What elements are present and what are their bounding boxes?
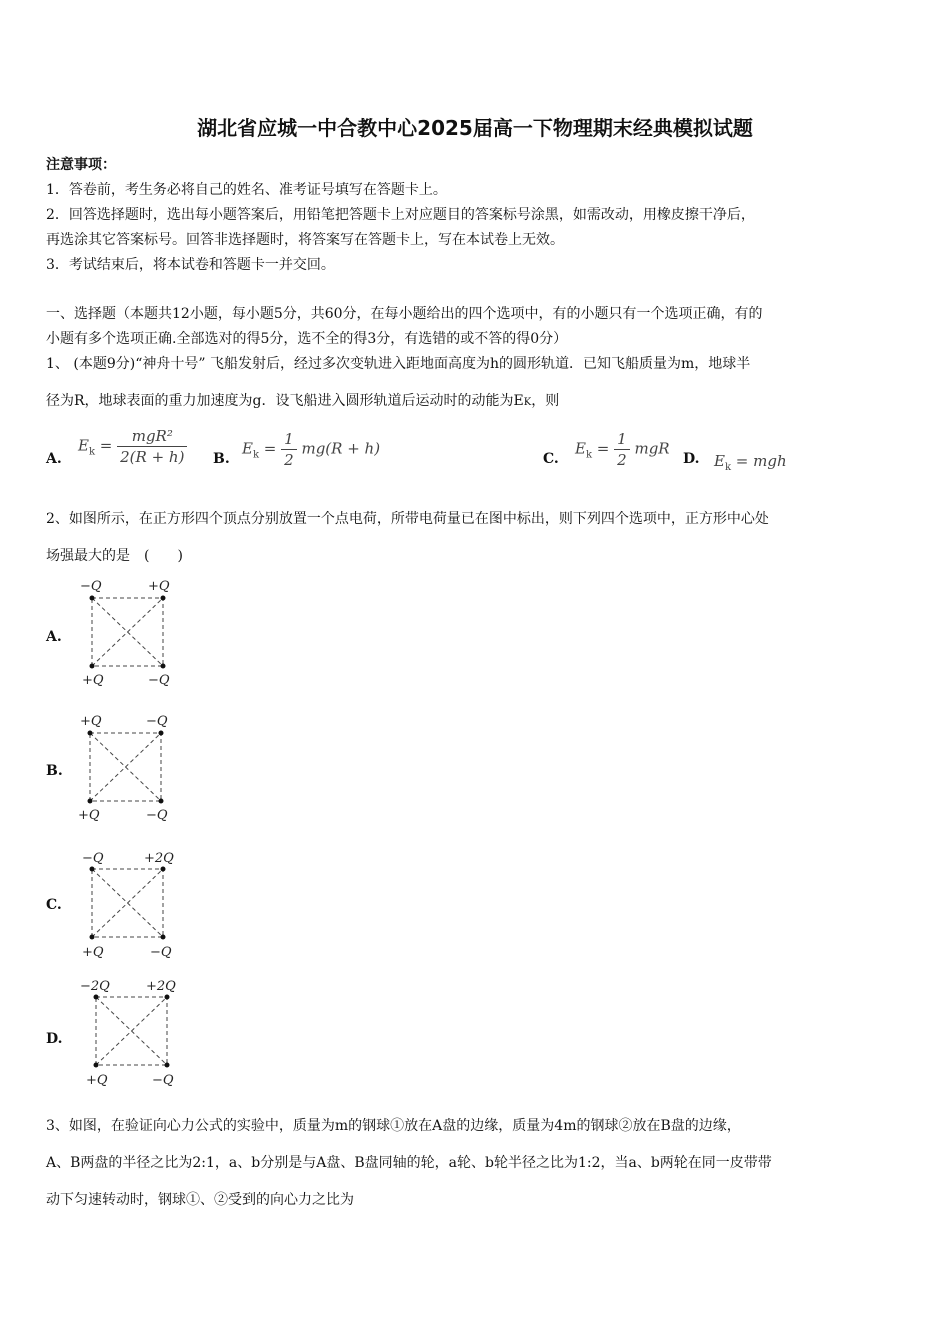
q3-stem-line2: A、B两盘的半径之比为2:1，a、b分别是与A盘、B盘同轴的轮，a轮、b轮半径之比为1:2，当a、b两轮在同一皮带带 [46,1155,772,1171]
charge-bottom-right: −Q [148,673,170,688]
charge-top-left: +Q [80,714,102,729]
charge-top-left: −2Q [80,979,110,994]
q1-option-b-formula[interactable]: $E_k$ = $\frac{1}{2}$ mg(R + h) [242,430,381,469]
formula-tail: mgR [634,439,670,458]
charge-top-right: +Q [148,579,170,594]
ek-sub: k [252,449,260,461]
fraction [117,426,187,467]
q1-stem-text: 径为R，地球表面的重力加速度为g．设飞船进入圆形轨道后运动时的动能为E [46,393,524,409]
q1-option-d-label[interactable]: D. [683,451,700,467]
q3-stem-line3: 动下匀速转动时，钢球①、②受到的向心力之比为 [46,1192,354,1208]
ek-sub: k [724,462,732,473]
q2-option-c-diagram [78,845,188,963]
notice-item-3: 3．考试结束后，将本试卷和答题卡一并交回。 [46,257,335,273]
ek-symbol: E [575,439,586,458]
formula-tail: mg(R + h) [301,439,381,458]
q1-option-a-label[interactable]: A. [46,451,62,467]
section1-intro-line2: 小题有多个选项正确.全部选对的得5分，选不全的得3分，有选错的或不答的得0分） [46,331,568,347]
q2-option-b-diagram [76,709,186,825]
section1-intro-line1: 一、选择题（本题共12小题，每小题5分，共60分，在每小题给出的四个选项中，有的小题只有一个选项正确，有的 [46,306,763,322]
charge-bottom-right: −Q [150,945,172,960]
charge-top-right: +2Q [146,979,176,994]
q1-option-c-formula[interactable]: $E_k$ = $\frac{1}{2}$ mgR [575,430,670,469]
charge-bottom-right: −Q [146,808,168,823]
charge-bottom-left: +Q [78,808,100,823]
q2-option-a-label[interactable]: A. [46,629,62,645]
notice-item-2: 2．回答选择题时，选出每小题答案后，用铅笔把答题卡上对应题目的答案标号涂黑，如需改动，用橡皮擦干净后， [46,207,755,223]
fraction [614,429,630,470]
q1-stem-tail: ，则 [531,393,560,409]
q1-stem-line1: 1、 (本题9分)“神舟十号” 飞船发射后，经过多次变轨进入距地面高度为h的圆形轨道．已知飞船质量为m，地球半 [46,356,751,372]
ek-sub: k [88,446,96,458]
q2-option-d-label[interactable]: D. [46,1031,63,1047]
charge-bottom-left: +Q [86,1073,108,1088]
ek-sub: k [585,449,593,461]
q2-option-d-diagram [80,973,190,1091]
q1-option-b-label[interactable]: B. [213,451,230,467]
fraction [281,429,297,470]
q2-stem-line1: 2、如图所示，在正方形四个顶点分别放置一个点电荷，所带电荷量已在图中标出，则下列四个选项中，正方形中心处 [46,511,769,527]
ek-symbol: E [78,436,89,455]
notice-header: 注意事项： [46,157,116,173]
numerator: 1 [281,429,297,450]
charge-bottom-left: +Q [82,673,104,688]
q2-option-a-diagram [78,574,188,690]
denominator: 2(R + h) [120,448,185,466]
q1-option-a-formula[interactable]: $E_k$ = $\frac{\text{mgR²}}{2(R + h)}$ [78,426,187,467]
denominator: 2 [617,451,627,469]
charge-bottom-right: −Q [152,1073,174,1088]
q1-option-c-label[interactable]: C. [543,451,559,467]
charge-top-left: −Q [82,851,104,866]
numerator: 1 [614,429,630,450]
notice-item-1: 1．答卷前，考生务必将自己的姓名、准考证号填写在答题卡上。 [46,182,447,198]
q2-option-c-label[interactable]: C. [46,897,62,913]
q2-stem-line2: 场强最大的是 ( ) [46,548,183,564]
formula-tail: mgh [753,452,787,470]
q3-stem-line1: 3、如图，在验证向心力公式的实验中，质量为m的钢球①放在A盘的边缘，质量为4m的钢球②放在B盘的边缘， [46,1118,741,1134]
q1-option-d-formula[interactable]: $E_k$ = mgh [714,452,787,473]
charge-top-right: +2Q [144,851,174,866]
denominator: 2 [284,451,294,469]
ek-symbol: E [714,452,725,470]
page-title: 湖北省应城一中合教中心2025届高一下物理期末经典模拟试题 [197,116,753,140]
numerator: mgR² [117,426,187,447]
charge-top-right: −Q [146,714,168,729]
q1-ek-subscript: K [523,397,532,408]
q2-option-b-label[interactable]: B. [46,763,63,779]
charge-bottom-left: +Q [82,945,104,960]
charge-top-left: −Q [80,579,102,594]
notice-item-2-cont: 再选涂其它答案标号。回答非选择题时，将答案写在答题卡上，写在本试卷上无效。 [46,232,564,248]
ek-symbol: E [242,439,253,458]
q1-stem-line2 [46,390,559,410]
